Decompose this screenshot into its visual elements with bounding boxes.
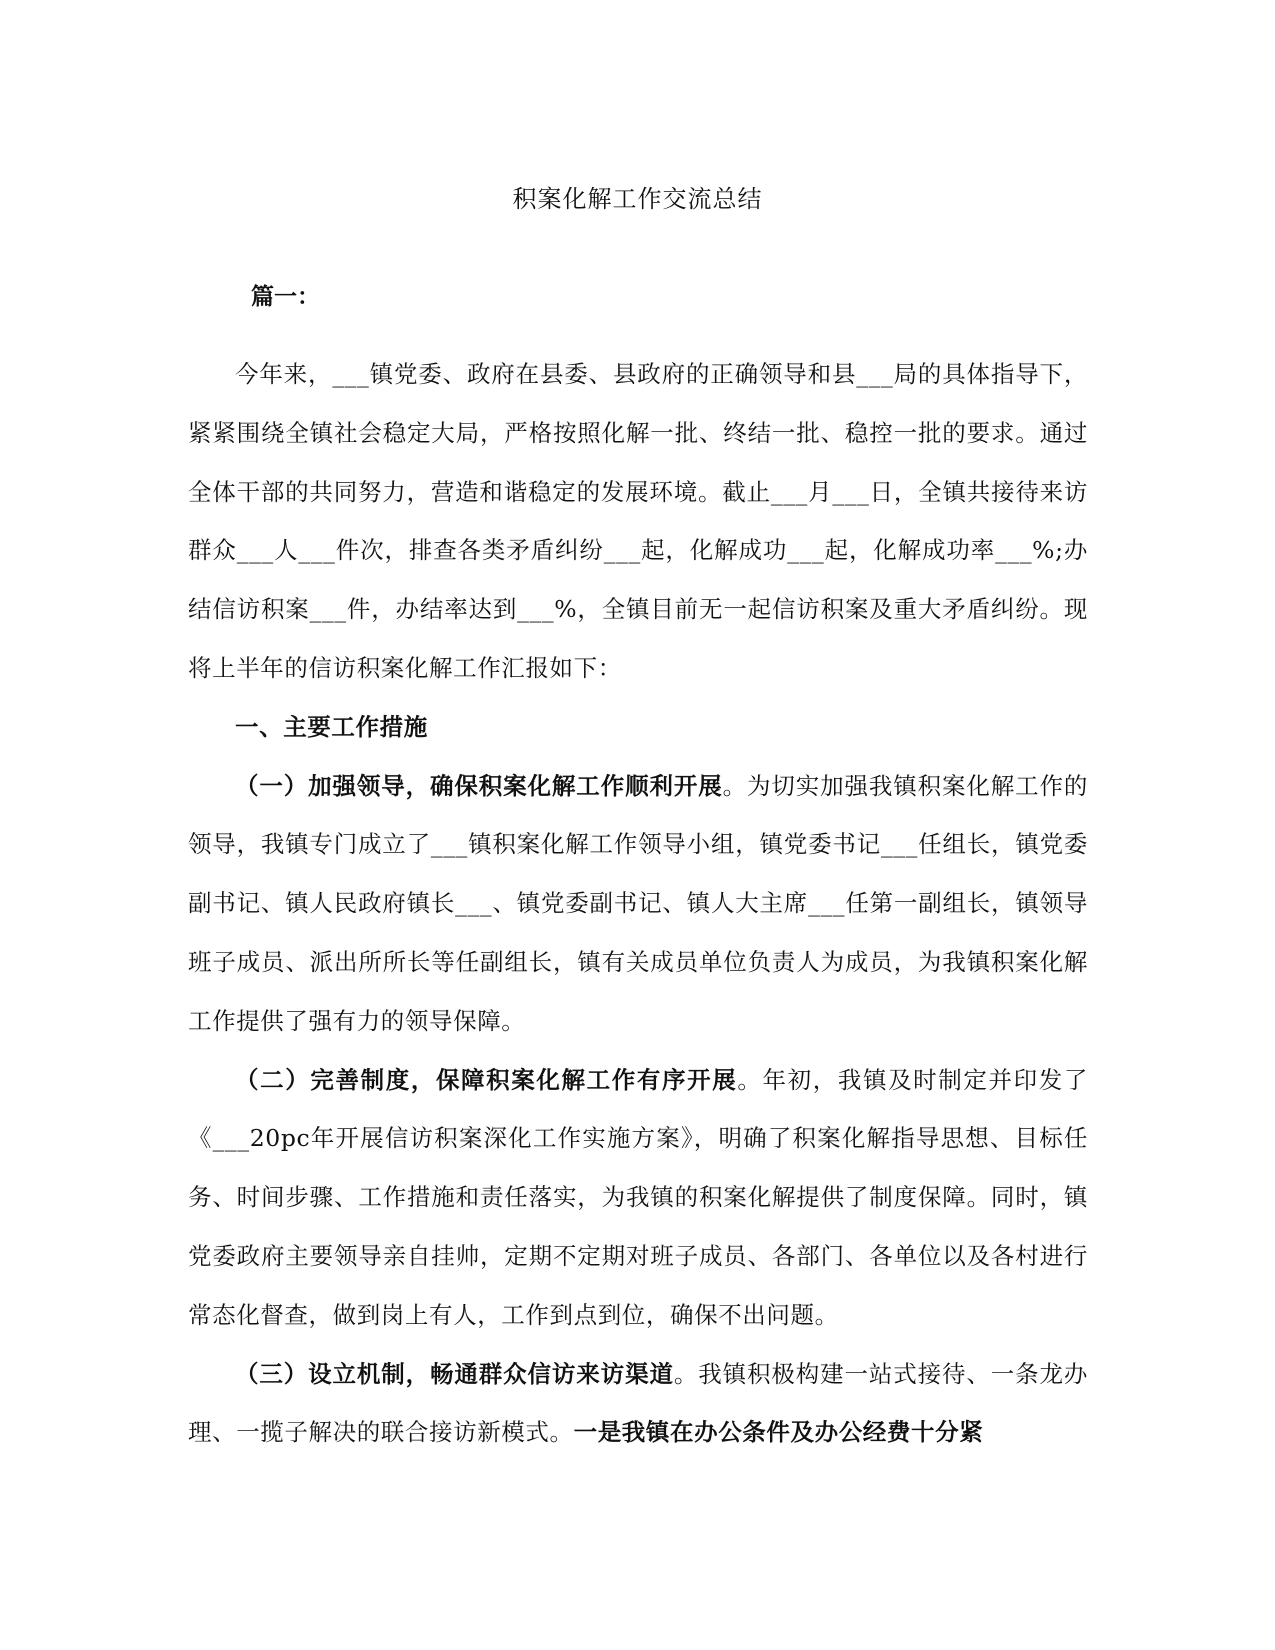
paragraph-leadership-lead: （一）加强领导，确保积案化解工作顺利开展 xyxy=(235,771,723,800)
document-body xyxy=(188,345,1088,1462)
paragraph-mechanism-lead: （三）设立机制，畅通群众信访来访渠道 xyxy=(235,1359,674,1388)
paragraph-leadership xyxy=(188,757,1088,1051)
paragraph-intro: 今年来，___镇党委、政府在县委、县政府的正确领导和县___局的具体指导下，紧紧围绕全镇社会稳定大局，严格按照化解一批、终结一批、稳控一批的要求。通过全体干部的共同努力，营造和谐稳定的发展环境。截止___月___日，全镇共接待来访群众___人___件次，排查各类矛盾纠纷___起，化解成功___起，化解成功率___%;办结信访积案___件，办结率达到___%，全镇目前无一起信访积案及重大矛盾纠纷。现将上半年的信访积案化解工作汇报如下： xyxy=(188,360,1088,682)
paragraph-system-text: 。年初，我镇及时制定并印发了《___20pc年开展信访积案深化工作实施方案》，明确了积案化解指导思想、目标任务、时间步骤、工作措施和责任落实，为我镇的积案化解提供了制度保障。同时，镇党委政府主要领导亲自挂帅，定期不定期对班子成员、各部门、各单位以及各村进行常态化督查，做到岗上有人，工作到点到位，确保不出问题。 xyxy=(188,1065,1088,1329)
document-title: 积案化解工作交流总结 xyxy=(512,185,763,213)
paragraph-system-lead: （二）完善制度，保障积案化解工作有序开展 xyxy=(235,1065,738,1094)
paragraph-mechanism-bold: 一是我镇在办公条件及办公经费十分紧 xyxy=(573,1418,984,1447)
paragraph-mechanism xyxy=(188,1345,1088,1463)
paragraph-mechanism-text: 。我镇积极构建一站式接待、一条龙办理、一揽子解决的联合接访新模式。 xyxy=(188,1359,1088,1447)
heading-main-measures: 一、主要工作措施 xyxy=(235,712,428,741)
section-label: 篇一： xyxy=(251,283,320,310)
paragraph-system xyxy=(188,1051,1088,1345)
paragraph-leadership-text: 。为切实加强我镇积案化解工作的领导，我镇专门成立了___镇积案化解工作领导小组，镇党委书记___任组长，镇党委副书记、镇人民政府镇长___、镇党委副书记、镇人大主席___任第一副组长，镇领导班子成员、派出所所长等任副组长，镇有关成员单位负责人为成员，为我镇积案化解工作提供了强有力的领导保障。 xyxy=(188,771,1089,1035)
